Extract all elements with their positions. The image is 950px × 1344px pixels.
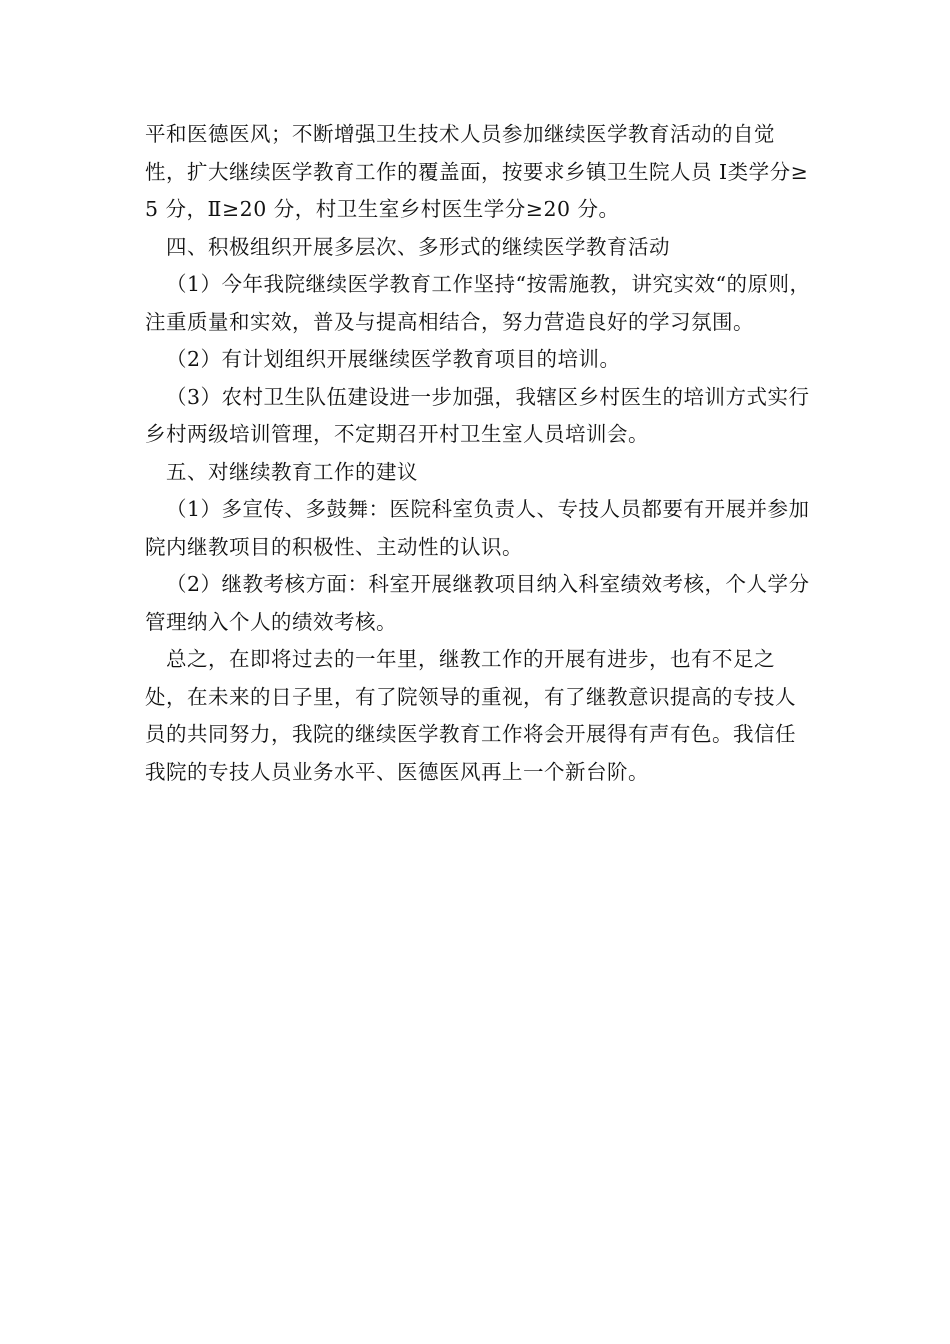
paragraph-conclusion: 总之，在即将过去的一年里，继教工作的开展有进步，也有不足之处，在未来的日子里，有了院领导的重视，有了继教意识提高的专技人员的共同努力，我院的继续医学教育工作将会开展得有声有色。我信任我院的专技人员业务水平、医德医风再上一个新台阶。 <box>145 647 796 784</box>
paragraph-continuation: 平和医德医风；不断增强卫生技术人员参加继续医学教育活动的自觉性，扩大继续医学教育工作的覆盖面，按要求乡镇卫生院人员 Ⅰ类学分≥5 分，Ⅱ≥20 分，村卫生室乡村医生学分≥20 分。 <box>145 122 809 221</box>
paragraph-item-1: （1）今年我院继续医学教育工作坚持“按需施教，讲究实效“的原则，注重质量和实效，普及与提高相结合，努力营造良好的学习氛围。 <box>145 272 811 334</box>
section-heading-four: 四、积极组织开展多层次、多形式的继续医学教育活动 <box>166 234 670 259</box>
paragraph-suggestion-1: （1）多宣传、多鼓舞：医院科室负责人、专技人员都要有开展并参加院内继教项目的积极性、主动性的认识。 <box>145 497 810 559</box>
paragraph-suggestion-2: （2）继教考核方面：科室开展继教项目纳入科室绩效考核，个人学分管理纳入个人的绩效考核。 <box>145 572 810 634</box>
section-heading-five: 五、对继续教育工作的建议 <box>166 459 418 484</box>
paragraph-item-2: （2）有计划组织开展继续医学教育项目的培训。 <box>166 347 621 371</box>
document-body <box>145 116 813 791</box>
paragraph-item-3: （3）农村卫生队伍建设进一步加强，我辖区乡村医生的培训方式实行乡村两级培训管理，不定期召开村卫生室人员培训会。 <box>145 384 810 446</box>
